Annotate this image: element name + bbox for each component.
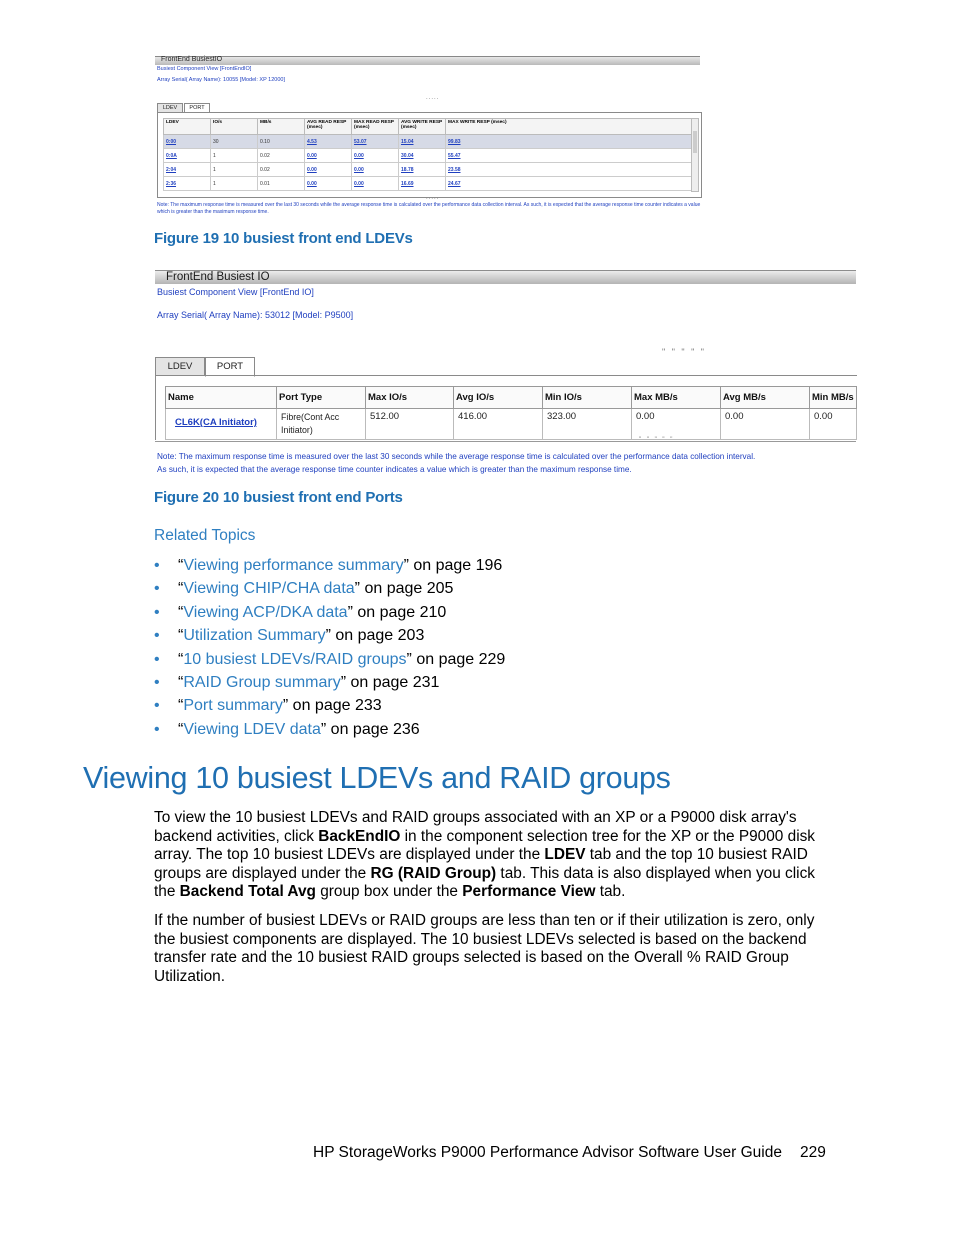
value-link[interactable]: 0.00 bbox=[307, 152, 317, 159]
table-row[interactable] bbox=[164, 163, 693, 177]
ldev-table bbox=[163, 118, 693, 191]
ldev-link[interactable]: 0:0A bbox=[166, 152, 177, 159]
value-link[interactable]: 99.83 bbox=[448, 138, 461, 145]
tab-ldev[interactable]: LDEV bbox=[157, 103, 183, 113]
figure-20-screenshot bbox=[155, 270, 856, 477]
component-view-label: Busiest Component View [FrontEndIO] bbox=[157, 66, 252, 72]
port-name-link[interactable]: CL6K(CA Initiator) bbox=[175, 417, 257, 428]
splitter-handle[interactable]: ..... bbox=[426, 95, 440, 101]
value-link[interactable]: 18.78 bbox=[401, 166, 414, 173]
bullet-icon: • bbox=[154, 603, 160, 621]
value-link[interactable]: 0.00 bbox=[354, 180, 364, 187]
page-ref: ” on page 236 bbox=[320, 720, 420, 738]
table-row[interactable] bbox=[164, 135, 693, 149]
column-header[interactable]: MAX WRITE RESP (msec) bbox=[446, 119, 693, 135]
response-time-note bbox=[157, 450, 862, 476]
paragraph: If the number of busiest LDEVs or RAID groups are less than ten or if their utilization is zero, only the busiest components are displayed. The 10 busiest LDEVs selected is based on the backend transfer rate and the 10 busiest RAID groups selected is based on the Overall % RAID Group Utilization. bbox=[154, 912, 815, 985]
value-link[interactable]: 30.04 bbox=[401, 152, 414, 159]
table-cell: 0.00 bbox=[810, 409, 857, 440]
array-serial-label: Array Serial( Array Name): 10055 [Model: XP 12000] bbox=[157, 77, 285, 83]
splitter-handle[interactable]: " " " " " bbox=[662, 347, 706, 357]
column-header[interactable]: Max MB/s bbox=[632, 387, 721, 409]
value-link[interactable]: 23.58 bbox=[448, 166, 461, 173]
response-time-note: Note: The maximum response time is measured over the last 30 seconds while the average response time is calculated over the performance data collection interval. As such, it is expected that the average response time counter indicates a value which is greater than the maximum response time. bbox=[157, 202, 701, 215]
topic-link[interactable]: Viewing LDEV data bbox=[183, 720, 321, 738]
bullet-icon: • bbox=[154, 650, 160, 668]
page-ref: ” on page 229 bbox=[406, 650, 506, 668]
figure-19-caption: Figure 19 10 busiest front end LDEVs bbox=[154, 230, 413, 247]
page-ref: ” on page 233 bbox=[282, 697, 382, 715]
note-line: Note: The maximum response time is measured over the last 30 seconds while the average response time is calculated over the performance data collection interval. bbox=[157, 452, 756, 461]
bullet-icon: • bbox=[154, 557, 160, 574]
value-link[interactable]: 16.69 bbox=[401, 180, 414, 187]
table-cell: 0.00 bbox=[721, 409, 810, 440]
page-ref: ” on page 196 bbox=[403, 557, 503, 574]
column-header[interactable]: AVG READ RESP (msec) bbox=[305, 119, 352, 135]
table-row[interactable] bbox=[166, 409, 857, 440]
tab-port[interactable]: PORT bbox=[184, 103, 210, 113]
page-number: 229 bbox=[800, 1144, 826, 1161]
column-header[interactable]: Min MB/s bbox=[810, 387, 857, 409]
table-cell: 0.01 bbox=[258, 177, 305, 191]
note-line: As such, it is expected that the average response time counter indicates a value which is greater than the maximum response time. bbox=[157, 465, 632, 474]
column-header[interactable]: Avg IO/s bbox=[454, 387, 543, 409]
topic-link[interactable]: 10 busiest LDEVs/RAID groups bbox=[183, 650, 407, 668]
window-titlebar bbox=[155, 56, 700, 65]
table-cell: 0.02 bbox=[258, 149, 305, 163]
table-row[interactable] bbox=[164, 149, 693, 163]
bullet-icon: • bbox=[154, 627, 160, 645]
value-link[interactable]: 4.53 bbox=[307, 138, 317, 145]
column-header[interactable]: MB/s bbox=[258, 119, 305, 135]
page-ref: ” on page 203 bbox=[325, 627, 425, 645]
table-cell: 30 bbox=[211, 135, 258, 149]
table-cell: 1 bbox=[211, 177, 258, 191]
bullet-icon: • bbox=[154, 720, 160, 738]
column-header[interactable]: AVG WRITE RESP (msec) bbox=[399, 119, 446, 135]
section-heading: Viewing 10 busiest LDEVs and RAID groups bbox=[83, 761, 671, 795]
value-link[interactable]: 55.47 bbox=[448, 152, 461, 159]
table-cell: 512.00 bbox=[366, 409, 454, 440]
value-link[interactable]: 0.00 bbox=[354, 166, 364, 173]
vertical-scrollbar[interactable] bbox=[691, 118, 699, 192]
array-serial-label: Array Serial( Array Name): 53012 [Model: P9500] bbox=[157, 310, 354, 320]
column-header[interactable]: MAX READ RESP (msec) bbox=[352, 119, 399, 135]
column-header[interactable]: Avg MB/s bbox=[721, 387, 810, 409]
value-link[interactable]: 0.00 bbox=[354, 152, 364, 159]
topic-link[interactable]: Port summary bbox=[183, 697, 283, 715]
topic-link[interactable]: Viewing ACP/DKA data bbox=[183, 603, 348, 621]
splitter-handle[interactable]: ..... bbox=[426, 195, 440, 201]
column-header[interactable]: Min IO/s bbox=[543, 387, 632, 409]
value-link[interactable]: 24.67 bbox=[448, 180, 461, 187]
value-link[interactable]: 0.00 bbox=[307, 180, 317, 187]
window-title: FrontEnd Busiest IO bbox=[166, 271, 270, 283]
topic-link[interactable]: Viewing performance summary bbox=[183, 557, 404, 574]
page-ref: ” on page 205 bbox=[354, 580, 454, 598]
column-header[interactable]: Port Type bbox=[277, 387, 366, 409]
column-header[interactable]: Max IO/s bbox=[366, 387, 454, 409]
column-header[interactable]: Name bbox=[166, 387, 277, 409]
table-cell: 323.00 bbox=[543, 409, 632, 440]
bullet-icon: • bbox=[154, 673, 160, 691]
tab-ldev[interactable]: LDEV bbox=[155, 357, 205, 376]
table-row[interactable] bbox=[164, 177, 693, 191]
value-link[interactable]: 15.04 bbox=[401, 138, 414, 145]
bullet-icon: • bbox=[154, 580, 160, 598]
table-cell: 416.00 bbox=[454, 409, 543, 440]
topic-link[interactable]: RAID Group summary bbox=[183, 673, 341, 691]
table-cell: Fibre(Cont Acc Initiator) bbox=[277, 409, 366, 440]
figure-20-caption: Figure 20 10 busiest front end Ports bbox=[154, 489, 403, 506]
table-panel bbox=[155, 375, 857, 440]
component-view-label: Busiest Component View [FrontEnd IO] bbox=[157, 287, 314, 297]
ldev-link[interactable]: 2:36 bbox=[166, 180, 177, 187]
port-table bbox=[165, 386, 857, 440]
window-titlebar bbox=[155, 270, 856, 284]
table-cell: 0.00 bbox=[632, 409, 721, 440]
value-link[interactable]: 53.07 bbox=[354, 138, 367, 145]
table-header-row bbox=[164, 119, 693, 135]
table-cell: 0.02 bbox=[258, 163, 305, 177]
bullet-icon: • bbox=[154, 697, 160, 715]
table-cell: 1 bbox=[211, 163, 258, 177]
tab-port[interactable]: PORT bbox=[205, 357, 255, 377]
ldev-link[interactable]: 0:00 bbox=[166, 138, 177, 145]
table-header-row bbox=[166, 387, 857, 409]
scrollbar-thumb[interactable] bbox=[693, 131, 697, 153]
figure-19-screenshot bbox=[155, 56, 701, 216]
value-link[interactable]: 0.00 bbox=[307, 166, 317, 173]
topic-link[interactable]: Utilization Summary bbox=[183, 627, 326, 645]
footer-title: HP StorageWorks P9000 Performance Advisor Software User Guide bbox=[313, 1144, 782, 1161]
column-header[interactable]: LDEV bbox=[164, 119, 211, 135]
paragraph: To view the 10 busiest LDEVs and RAID groups associated with an XP or a P9000 disk array's backend activities, click BackEndIO in the component selection tree for the XP or the P9000 disk array. The top 10 busiest LDEVs are displayed under the LDEV tab and the top 10 busiest RAID groups are displayed under the RG (RAID Group) tab. This data is also displayed when you click the Backend Total Avg group box under the Performance View tab. bbox=[154, 809, 816, 901]
table-cell: 0.10 bbox=[258, 135, 305, 149]
column-header[interactable]: IO/s bbox=[211, 119, 258, 135]
divider bbox=[155, 441, 856, 442]
page-ref: ” on page 231 bbox=[340, 673, 440, 691]
page-ref: ” on page 210 bbox=[347, 603, 447, 621]
splitter-handle[interactable]: " " " " " bbox=[639, 437, 675, 443]
window-title: FrontEnd BusiestIO bbox=[161, 56, 223, 63]
table-panel bbox=[157, 112, 702, 198]
topic-link[interactable]: Viewing CHIP/CHA data bbox=[183, 580, 355, 598]
related-topics-title: Related Topics bbox=[154, 527, 256, 544]
table-cell: 1 bbox=[211, 149, 258, 163]
ldev-link[interactable]: 2:04 bbox=[166, 166, 177, 173]
